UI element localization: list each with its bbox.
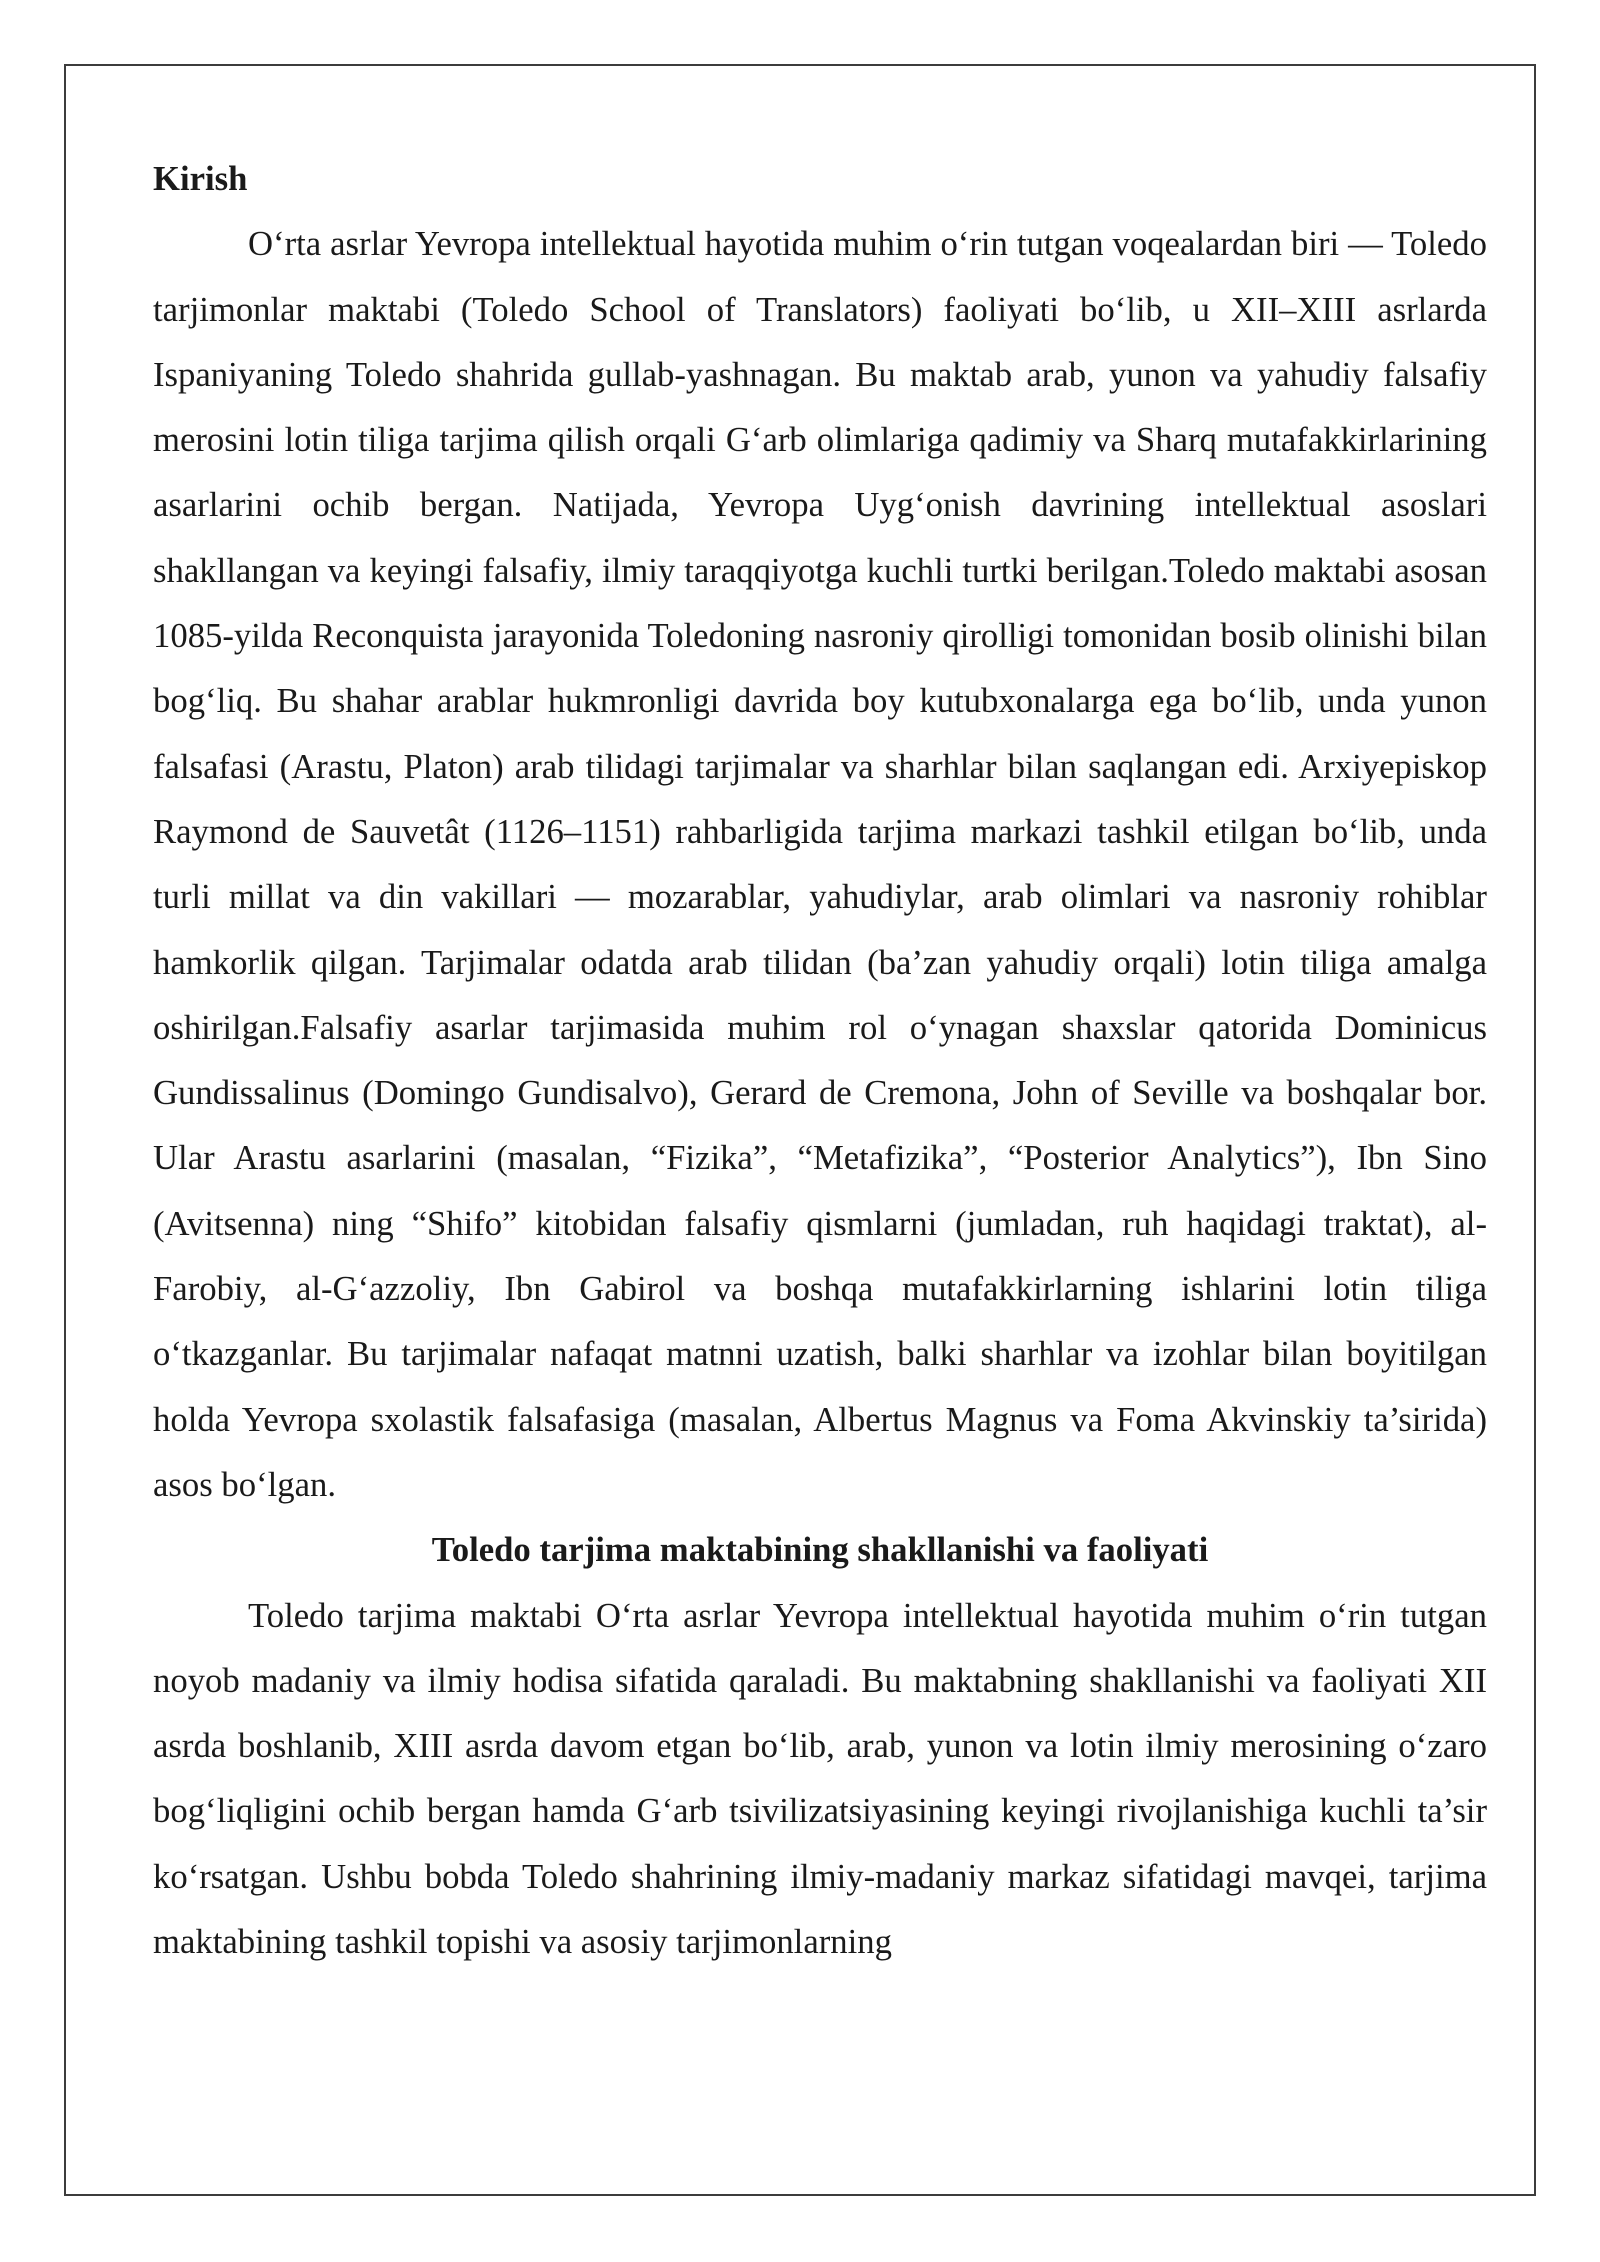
intro-heading: Kirish — [153, 159, 248, 198]
intro-paragraph: O‘rta asrlar Yevropa intellektual hayotida muhim o‘rin tutgan voqealardan biri — Toledo tarjimonlar maktabi (Toledo School of Translators) faoliyati bo‘lib, u XII–XIII asrlarda Ispaniyaning Toledo shahrida gullab-yashnagan. Bu maktab arab, yunon va yahudiy falsafiy merosini lotin tiliga tarjima qilish orqali G‘arb olimlariga qadimiy va Sharq mutafakkirlarining asarlarini ochib bergan. Natijada, Yevropa Uyg‘onish davrining intellektual asoslari shakllangan va keyingi falsafiy, ilmiy taraqqiyotga kuchli turtki berilgan.Toledo maktabi asosan 1085-yilda Reconquista jarayonida Toledoning nasroniy qirolligi tomonidan bosib olinishi bilan bog‘liq. Bu shahar arablar hukmronligi davrida boy kutubxonalarga ega bo‘lib, unda yunon falsafasi (Arastu, Platon) arab tilidagi tarjimalar va sharhlar bilan saqlangan edi. Arxiyepiskop Raymond de Sauvetât (1126–1151) rahbarligida tarjima markazi tashkil etilgan bo‘lib, unda turli millat va din vakillari — mozarablar, yahudiylar, arab olimlari va nasroniy rohiblar hamkorlik qilgan. Tarjimalar odatda arab tilidan (ba’zan yahudiy orqali) lotin tiliga amalga oshirilgan.Falsafiy asarlar tarjimasida muhim rol o‘ynagan shaxslar qatorida Dominicus Gundissalinus (Domingo Gundisalvo), Gerard de Cremona, John of Seville va boshqalar bor. Ular Arastu asarlarini (masalan, “Fizika”, “Metafizika”, “Posterior Analytics”), Ibn Sino (Avitsenna) ning “Shifo” kitobidan falsafiy qismlarni (jumladan, ruh haqidagi traktat), al-Farobiy, al-G‘azzoliy, Ibn Gabirol va boshqa mutafakkirlarning ishlarini lotin tiliga o‘tkazganlar. Bu tarjimalar nafaqat matnni uzatish, balki sharhlar va izohlar bilan boyitilgan holda Yevropa sxolastik falsafasiga (masalan, Albertus Magnus va Foma Akvinskiy ta’sirida) asos bo‘lgan. — [153, 224, 1487, 1504]
section-paragraph: Toledo tarjima maktabi O‘rta asrlar Yevropa intellektual hayotida muhim o‘rin tutgan noyob madaniy va ilmiy hodisa sifatida qaraladi. Bu maktabning shakllanishi va faoliyati XII asrda boshlanib, XIII asrda davom etgan bo‘lib, arab, yunon va lotin ilmiy merosining o‘zaro bog‘liqligini ochib bergan hamda G‘arb tsivilizatsiyasining keyingi rivojlanishiga kuchli ta’sir ko‘rsatgan. Ushbu bobda Toledo shahrining ilmiy-madaniy markaz sifatidagi mavqei, tarjima maktabining tashkil topishi va asosiy tarjimonlarning — [153, 1595, 1487, 1962]
document-body — [153, 146, 1487, 1974]
section-heading: Toledo tarjima maktabining shakllanishi va faoliyati — [431, 1530, 1209, 1570]
